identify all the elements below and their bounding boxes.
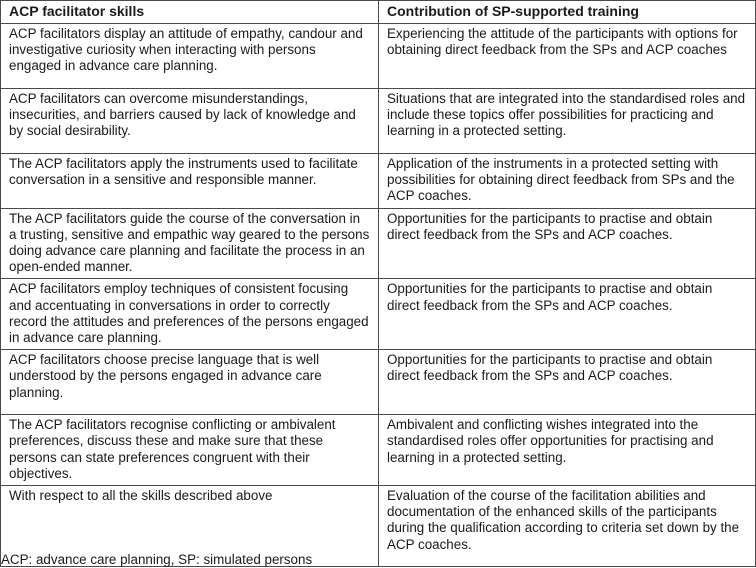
contribution-cell: Ambivalent and conflicting wishes integrated into the standardised roles offer opportunities for practising and learning in a protected setting.: [379, 415, 756, 486]
contribution-cell: Opportunities for the participants to practise and obtain direct feedback from the SPs and ACP coaches.: [379, 208, 756, 279]
contribution-cell: Opportunities for the participants to practise and obtain direct feedback from the SPs and ACP coaches.: [379, 350, 756, 415]
table-header-row: [1, 1, 756, 24]
skill-cell: The ACP facilitators guide the course of the conversation in a trusting, sensitive and empathic way geared to the persons doing advance care planning and facilitate the process in an open-ended manner.: [1, 208, 379, 279]
skill-cell: The ACP facilitators apply the instruments used to facilitate conversation in a sensitive and responsible manner.: [1, 154, 379, 209]
contribution-cell: Experiencing the attitude of the participants with options for obtaining direct feedback from the SPs and ACP coaches: [379, 24, 756, 89]
table-row: [1, 415, 756, 486]
skill-cell: With respect to all the skills described above: [1, 486, 379, 567]
table-row: [1, 350, 756, 415]
table-row: [1, 279, 756, 350]
table-footnote: ACP: advance care planning, SP: simulated persons: [1, 552, 313, 567]
skill-cell: ACP facilitators can overcome misunderstandings, insecurities, and barriers caused by lack of knowledge and by social desirability.: [1, 89, 379, 154]
contribution-cell: Opportunities for the participants to practise and obtain direct feedback from the SPs and ACP coaches.: [379, 279, 756, 350]
contribution-cell: Evaluation of the course of the facilitation abilities and documentation of the enhanced skills of the participants during the qualification according to criteria set down by the ACP coaches.: [379, 486, 756, 567]
contribution-cell: Situations that are integrated into the standardised roles and include these topics offer possibilities for practicing and learning in a protected setting.: [379, 89, 756, 154]
table-row: [1, 154, 756, 209]
table-row: [1, 208, 756, 279]
column-header-skills: ACP facilitator skills: [1, 1, 379, 24]
skill-cell: ACP facilitators choose precise language that is well understood by the persons engaged in advance care planning.: [1, 350, 379, 415]
skill-cell: ACP facilitators display an attitude of empathy, candour and investigative curiosity when interacting with persons engaged in advance care planning.: [1, 24, 379, 89]
contribution-cell: Application of the instruments in a protected setting with possibilities for obtaining direct feedback from SPs and the ACP coaches.: [379, 154, 756, 209]
skill-cell: The ACP facilitators recognise conflicting or ambivalent preferences, discuss these and make sure that these persons can state preferences congruent with their objectives.: [1, 415, 379, 486]
skill-cell: ACP facilitators employ techniques of consistent focusing and accentuating in conversations in order to correctly record the attitudes and preferences of the persons engaged in advance care planning.: [1, 279, 379, 350]
table-row: [1, 89, 756, 154]
column-header-contribution: Contribution of SP-supported training: [379, 1, 756, 24]
table-row: [1, 24, 756, 89]
